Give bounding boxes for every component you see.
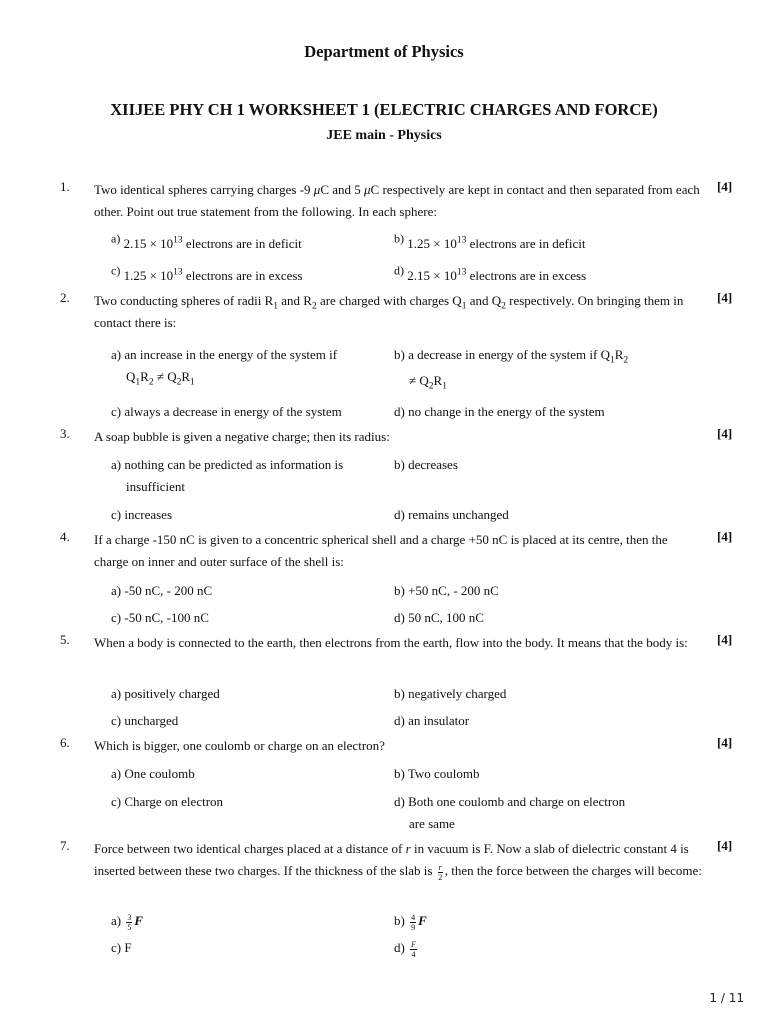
question-marks: [4] (717, 735, 733, 750)
question-text: When a body is connected to the earth, then electrons from the earth, flow into the body. It means that the body is: (94, 635, 688, 650)
question-number: 4. (60, 529, 70, 544)
option-c[interactable]: c) uncharged (111, 713, 179, 728)
option-c[interactable]: c) -50 nC, -100 nC (111, 610, 209, 625)
option-c[interactable]: c) F (111, 940, 132, 955)
option-a[interactable]: a) $\frac{3}{5}$ F (111, 912, 144, 932)
question-number: 1. (60, 179, 70, 194)
option-b[interactable]: b) a decrease in energy of the system if $Q_1R_2$ ≠ $Q_2R_1$ (394, 347, 629, 392)
fraction-r-over-2: $\frac{r}{2}$ (438, 862, 443, 882)
question-number: 7. (60, 838, 70, 853)
option-a[interactable]: a) an increase in the energy of the system if $Q_1R_2 \ne Q_2R_1$ (111, 347, 338, 388)
question-number: 5. (60, 632, 70, 647)
option-d[interactable]: d) an insulator (394, 713, 470, 728)
question-number: 3. (60, 426, 70, 441)
option-c[interactable]: $^{c)}$ $1.25 \times 10^{13}$ electrons are in excess (111, 263, 303, 283)
question-text: Two conducting spheres of radii $R_1$ and $R_2$ are charged with charges $Q_1$ and $Q_2$ respectively. On bringing them in contact there is: (94, 293, 684, 330)
worksheet-subtitle: JEE main - Physics (326, 128, 442, 143)
option-a[interactable]: $^{a)}$ $2.15 \times 10^{13}$ electrons are in deficit (111, 231, 302, 251)
question-number: 6. (60, 735, 70, 750)
option-b[interactable]: b) $\frac{4}{9}$ F (394, 912, 427, 932)
option-c[interactable]: c) increases (111, 507, 172, 522)
option-a[interactable]: a) -50 nC, - 200 nC (111, 583, 213, 598)
option-d[interactable]: d) $\frac{F}{4}$ (394, 939, 416, 959)
option-a[interactable]: a) One coulomb (111, 766, 195, 781)
question-text: If a charge -150 nC is given to a concentric spherical shell and a charge +50 nC is placed at its centre, then the charge on inner and outer surface of the shell is: (94, 532, 668, 569)
worksheet-title: XIIJEE PHY CH 1 WORKSHEET 1 (ELECTRIC CHARGES AND FORCE) (110, 100, 658, 119)
option-c[interactable]: c) always a decrease in energy of the system (111, 404, 342, 419)
question-text: Which is bigger, one coulomb or charge on an electron? (94, 738, 385, 753)
option-d[interactable]: d) no change in the energy of the system (394, 404, 605, 419)
question-text: A soap bubble is given a negative charge; then its radius: (94, 429, 390, 444)
question-text: Two identical spheres carrying charges -9 μC and 5 μC respectively are kept in contact and then separated from each other. Point out true statement from the following. In each sphere: (94, 182, 700, 219)
question-marks: [4] (717, 838, 733, 853)
option-d[interactable]: d) remains unchanged (394, 507, 509, 522)
question-marks: [4] (717, 179, 733, 194)
option-b[interactable]: b) decreases (394, 457, 458, 472)
option-c[interactable]: c) Charge on electron (111, 794, 224, 809)
option-b[interactable]: $^{b)}$ $1.25 \times 10^{13}$ electrons are in deficit (394, 231, 586, 251)
option-d[interactable]: d) 50 nC, 100 nC (394, 610, 484, 625)
department-heading: Department of Physics (304, 42, 464, 61)
option-a[interactable]: a) positively charged (111, 686, 220, 701)
option-b[interactable]: b) +50 nC, - 200 nC (394, 583, 499, 598)
option-a[interactable]: a) nothing can be predicted as information is insufficient (111, 457, 344, 494)
option-b[interactable]: b) negatively charged (394, 686, 507, 701)
question-marks: [4] (717, 529, 733, 544)
option-b[interactable]: b) Two coulomb (394, 766, 480, 781)
question-marks: [4] (717, 426, 733, 441)
option-d[interactable]: $^{d)}$ $2.15 \times 10^{13}$ electrons are in excess (394, 263, 587, 283)
question-text: Force between two identical charges placed at a distance of r in vacuum is F. Now a slab of dielectric constant 4 is inserted between these two charges. If the thickness of the slab is $\frac{r}{2}$ , then the force between the charges will become: (94, 841, 702, 882)
question-marks: [4] (717, 290, 733, 305)
option-d[interactable]: d) Both one coulomb and charge on electron are same (394, 794, 626, 831)
question-marks: [4] (717, 632, 733, 647)
page-number: 1 / 11 (709, 991, 744, 1005)
question-number: 2. (60, 290, 70, 305)
